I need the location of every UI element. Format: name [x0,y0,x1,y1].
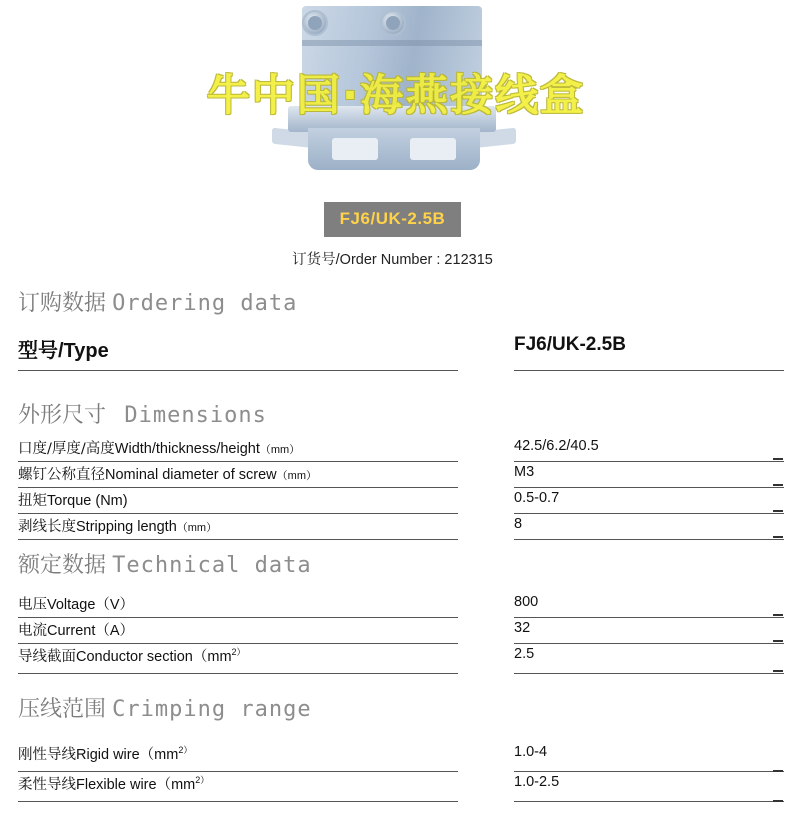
row-key-unit: （mm） [259,444,301,456]
crimping-table [18,742,766,802]
row-value: 32 [514,620,531,636]
terminal-foot [308,128,480,170]
section-title-crimping-en: Crimping range [112,697,312,722]
table-row [18,488,766,514]
watermark-text: 牛中国·海燕接线盒 [206,71,586,121]
type-label: 型号/Type [18,340,109,362]
row-key-unit: 2） [231,647,246,658]
edge-dash-mark [773,770,783,772]
section-title-ordering-cn: 订购数据 [18,291,107,316]
row-key-cn: 电流 [18,623,47,639]
edge-dash-mark [773,670,783,672]
row-key [18,437,300,458]
section-title-dimensions [18,398,267,429]
terminal-screw-left [308,16,322,30]
row-key-en: Current（A） [47,623,135,639]
section-title-dimensions-cn: 外形尺寸 [18,403,107,428]
edge-dash-mark [773,614,783,616]
row-key-cn: 扭矩 [18,493,47,509]
edge-dash-mark [773,800,783,802]
row-key-cn: 柔性导线 [18,777,76,793]
row-key-cn: 电压 [18,597,47,613]
row-value: 1.0-4 [514,744,548,760]
row-key-unit: （mm） [276,470,317,482]
row-key-en: Torque (Nm) [47,493,128,509]
section-title-ordering-en: Ordering data [112,291,298,316]
section-title-technical-en: Technical data [112,553,312,578]
row-key [18,743,192,764]
row-key [18,515,217,536]
edge-dash-mark [773,510,783,512]
table-row [18,592,766,618]
row-key-en: Voltage（V） [47,597,135,613]
row-key [18,645,246,666]
type-row [18,330,766,374]
technical-table [18,592,766,674]
row-rule-right [514,801,784,802]
edge-dash-mark [773,536,783,538]
row-rule-right [514,539,784,540]
row-key-en: Nominal diameter of screw [105,467,277,483]
edge-dash-mark [773,484,783,486]
section-title-crimping [18,692,312,723]
section-title-technical-cn: 额定数据 [18,553,107,578]
row-key-en: Width/thickness/height [114,441,260,457]
row-rule-left [18,673,458,674]
table-row [18,462,766,488]
row-value: M3 [514,464,535,480]
row-key [18,463,317,484]
row-key-unit: 2） [195,775,210,786]
row-value: 1.0-2.5 [514,774,560,790]
type-rule-right [514,370,784,371]
edge-dash-mark [773,458,783,460]
table-row [18,618,766,644]
row-key-cn: 刚性导线 [18,747,76,763]
terminal-screw-right [386,16,400,30]
section-title-technical [18,548,312,579]
row-value: 0.5-0.7 [514,490,560,506]
section-title-dimensions-en: Dimensions [124,403,267,428]
row-key [18,619,134,640]
row-key-cn: 剥线长度 [18,519,76,535]
type-value: FJ6/UK-2.5B [514,334,626,355]
row-value: 42.5/6.2/40.5 [514,438,599,454]
table-row [18,742,766,772]
row-key [18,593,134,614]
row-key-cn: 螺钉公称直径 [18,467,105,483]
row-key-cn: 口度/厚度/高度 [18,441,115,457]
row-rule-left [18,539,458,540]
table-row [18,436,766,462]
row-key-cn: 导线截面 [18,649,76,665]
row-value: 8 [514,516,523,532]
model-badge: FJ6/UK-2.5B [324,202,462,237]
row-value: 800 [514,594,539,610]
table-row [18,644,766,674]
row-key-en: Flexible wire（mm [76,777,196,793]
row-key-en: Rigid wire（mm [76,747,179,763]
row-key [18,773,209,794]
dimensions-table [18,436,766,540]
row-key-unit: （mm） [176,522,218,534]
row-rule-right [514,673,784,674]
type-rule-left [18,370,458,371]
row-key-en: Stripping length [76,519,177,535]
section-title-ordering [18,286,297,317]
edge-dash-mark [773,640,783,642]
section-title-crimping-cn: 压线范围 [18,697,107,722]
product-image-area [0,0,785,190]
model-badge-row [0,202,785,237]
row-key [18,489,128,510]
table-row [18,772,766,802]
table-row [18,514,766,540]
row-value: 2.5 [514,646,535,662]
row-key-unit: 2） [178,745,193,756]
row-rule-left [18,801,458,802]
order-number: 订货号/Order Number : 212315 [292,252,493,268]
row-key-en: Conductor section（mm [76,649,232,665]
